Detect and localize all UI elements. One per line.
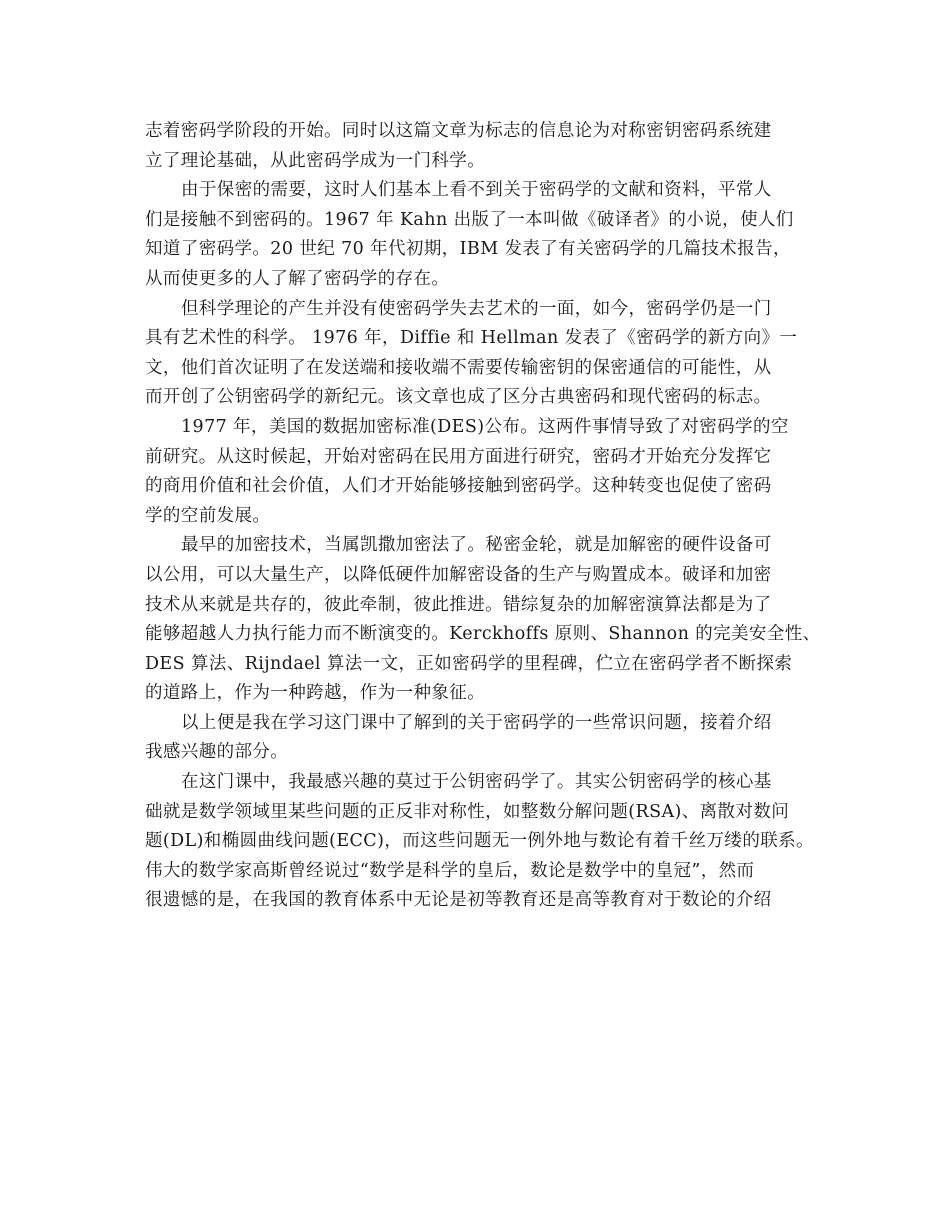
text-line: 前研究。从这时候起，开始对密码在民用方面进行研究，密码才开始充分发挥它 [145,446,772,467]
text-line: 立了理论基础，从此密码学成为一门科学。 [145,150,486,171]
paragraph-start-line: 由于保密的需要，这时人们基本上看不到关于密码学的文献和资料，平常人 [181,180,772,201]
paragraph-start-line: 但科学理论的产生并没有使密码学失去艺术的一面，如今，密码学仍是一门 [181,298,772,319]
text-line: 知道了密码学。20 世纪 70 年代初期，IBM 发表了有关密码学的几篇技术报告， [145,239,791,260]
text-line: 而开创了公钥密码学的新纪元。该文章也成了区分古典密码和现代密码的标志。 [145,387,772,408]
text-line: 文，他们首次证明了在发送端和接收端不需要传输密钥的保密通信的可能性，从 [145,357,772,378]
paragraph-start-line: 在这门课中，我最感兴趣的莫过于公钥密码学了。其实公钥密码学的核心基 [181,772,772,793]
text-line: 的商用价值和社会价值，人们才开始能够接触到密码学。这种转变也促使了密码 [145,476,772,497]
text-line: 技术从来就是共存的，彼此牵制，彼此推进。错综复杂的加解密演算法都是为了 [145,594,772,615]
paragraph-start-line: 1977 年，美国的数据加密标准(DES)公布。这两件事情导致了对密码学的空 [181,416,789,437]
text-line: 础就是数学领域里某些问题的正反非对称性，如整数分解问题(RSA)、离散对数问 [145,801,790,822]
text-line: 的道路上，作为一种跨越，作为一种象征。 [145,683,486,704]
text-line: 很遗憾的是，在我国的教育体系中无论是初等教育还是高等教育对于数论的介绍 [145,890,772,911]
text-line: 志着密码学阶段的开始。同时以这篇文章为标志的信息论为对称密钥密码系统建 [145,121,772,141]
text-line: 从而使更多的人了解了密码学的存在。 [145,268,450,289]
text-line: 伟大的数学家高斯曾经说过“数学是科学的皇后，数论是数学中的皇冠”，然而 [145,860,755,881]
body-text [145,117,825,916]
text-line: 题(DL)和椭圆曲线问题(ECC)，而这些问题无一例外地与数论有着千丝万缕的联系。 [145,831,814,852]
text-line: 能够超越人力执行能力而不断演变的。Kerckhoffs 原则、Shannon 的完美安全性、 [145,624,821,645]
text-line: 们是接触不到密码的。1967 年 Kahn 出版了一本叫做《破译者》的小说，使人们 [145,209,794,230]
text-line: 具有艺术性的科学。 1976 年，Diffie 和 Hellman 发表了《密码学的新方向》一 [145,328,798,349]
text-line: 学的空前发展。 [145,505,271,526]
text-line: DES 算法、Rijndael 算法一文，正如密码学的里程碑，伫立在密码学者不断探索 [145,653,793,674]
paragraph-start-line: 最早的加密技术，当属凯撒加密法了。秘密金轮，就是加解密的硬件设备可 [181,535,772,556]
paragraph-start-line: 以上便是我在学习这门课中了解到的关于密码学的一些常识问题，接着介绍 [181,712,772,733]
text-line: 我感兴趣的部分。 [145,742,289,763]
text-line: 以公用，可以大量生产，以降低硬件加解密设备的生产与购置成本。破译和加密 [145,564,772,585]
